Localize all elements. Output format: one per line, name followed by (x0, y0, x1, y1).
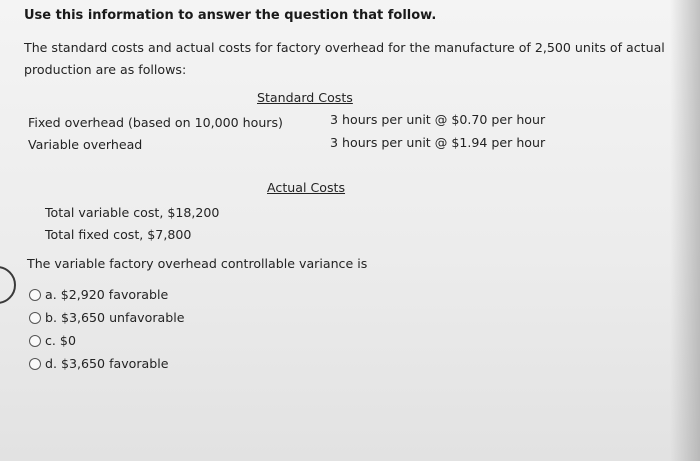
option-c[interactable] (29, 333, 99, 351)
intro-text-line-2: production are as follows: (24, 62, 187, 77)
intro-text-line-1: The standard costs and actual costs for factory overhead for the manufacture of 2,500 units of actual (24, 40, 665, 55)
radio-button-b[interactable] (29, 312, 41, 324)
option-b-label: b. $3,650 unfavorable (45, 310, 185, 325)
option-d[interactable] (29, 356, 179, 374)
fixed-overhead-label: Fixed overhead (based on 10,000 hours) (28, 115, 283, 130)
total-fixed-cost: Total fixed cost, $7,800 (45, 227, 192, 242)
radio-button-a[interactable] (29, 289, 41, 301)
option-a-label: a. $2,920 favorable (45, 287, 169, 302)
instruction-heading: Use this information to answer the question that follow. (24, 8, 437, 23)
standard-costs-heading: Standard Costs (257, 90, 353, 105)
radio-button-d[interactable] (29, 358, 41, 370)
total-variable-cost: Total variable cost, $18,200 (45, 205, 220, 220)
fixed-overhead-rate: 3 hours per unit @ $0.70 per hour (330, 112, 546, 127)
variable-overhead-rate: 3 hours per unit @ $1.94 per hour (330, 135, 546, 150)
option-c-label: c. $0 (45, 333, 76, 348)
radio-button-c[interactable] (29, 335, 41, 347)
focus-ring-arc (0, 266, 16, 304)
page-edge-shadow (670, 0, 700, 461)
option-d-label: d. $3,650 favorable (45, 356, 169, 371)
question-prompt: The variable factory overhead controllable variance is (27, 256, 368, 271)
actual-costs-heading: Actual Costs (267, 180, 346, 195)
variable-overhead-label: Variable overhead (28, 137, 143, 152)
option-b[interactable] (29, 310, 189, 328)
option-a[interactable] (29, 287, 179, 305)
